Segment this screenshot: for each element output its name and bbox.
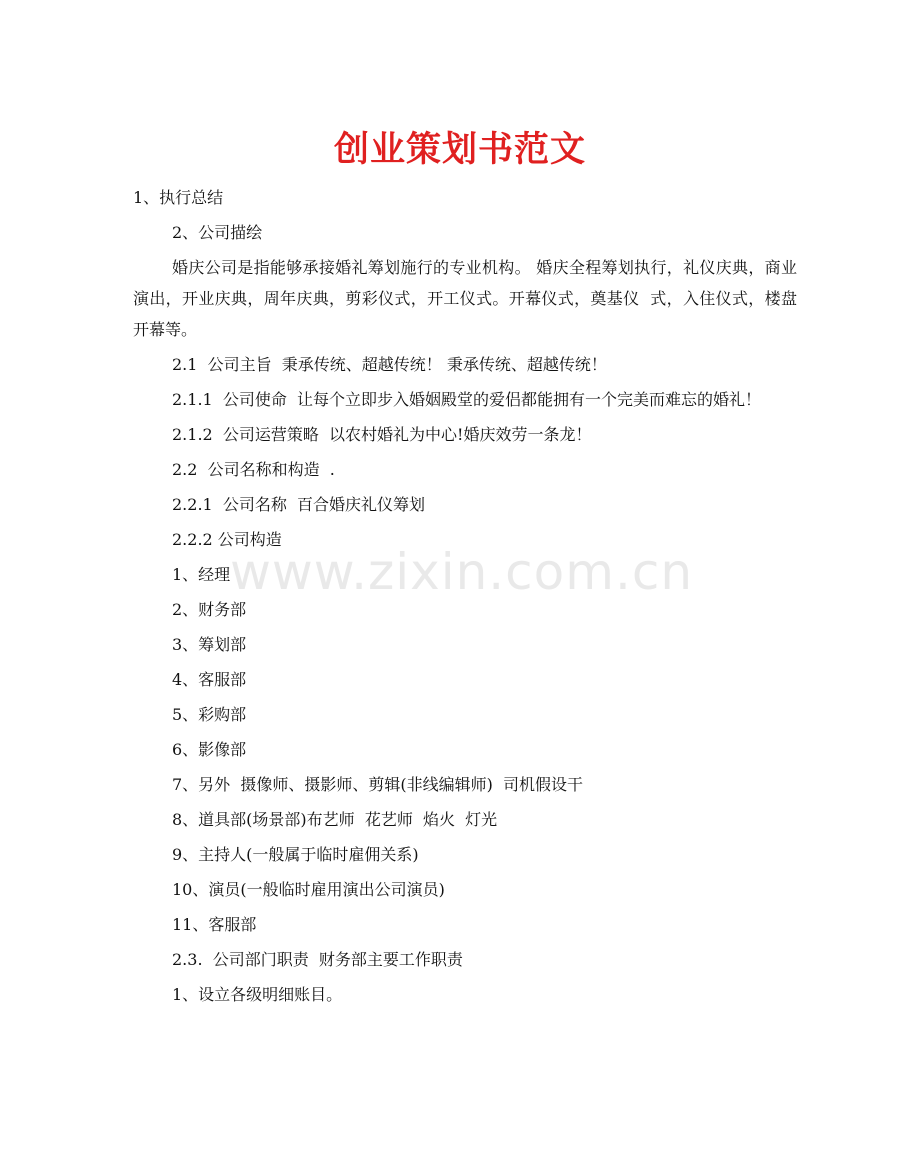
list-item: 5、彩购部 xyxy=(172,705,247,724)
section-heading: 1、执行总结 xyxy=(133,188,224,207)
list-item: 9、主持人(一般属于临时雇佣关系) xyxy=(172,845,419,864)
watermark: www.zixin.com.cn xyxy=(230,543,694,601)
document-title: 创业策划书范文 xyxy=(333,130,586,170)
section-heading: 2、公司描绘 xyxy=(172,223,263,242)
list-item: 11、客服部 xyxy=(172,915,257,934)
text-line: 2.2 公司名称和构造 . xyxy=(172,460,335,479)
text-line: 2.1.2 公司运营策略 以农村婚礼为中心!婚庆效劳一条龙！ xyxy=(172,425,592,444)
text-line: 2.2.2 公司构造 xyxy=(172,530,282,549)
document-body xyxy=(133,180,797,1012)
paragraph: 2.1.1 公司使命 让每个立即步入婚姻殿堂的爱侣都能拥有一个完美而难忘的婚礼！ xyxy=(172,390,762,409)
list-item: 4、客服部 xyxy=(172,670,247,689)
text-line: 2.3. 公司部门职责 财务部主要工作职责 xyxy=(172,950,463,969)
list-item: 7、另外 摄像师、摄影师、剪辑(非线编辑师) 司机假设干 xyxy=(172,775,584,794)
list-item: 2、财务部 xyxy=(172,600,247,619)
paragraph: 婚庆公司是指能够承接婚礼筹划施行的专业机构。 婚庆全程筹划执行，礼仪庆典，商业演出，开业庆典，周年庆典，剪彩仪式，开工仪式。开幕仪式，奠基仪 式，入住仪式，楼盘开幕等。 xyxy=(133,258,797,339)
text-line: 2.2.1 公司名称 百合婚庆礼仪筹划 xyxy=(172,495,426,514)
list-item: 1、设立各级明细账目。 xyxy=(172,985,343,1004)
text-line: 2.1 公司主旨 秉承传统、超越传统！ 秉承传统、超越传统！ xyxy=(172,355,607,374)
list-item: 1、经理 xyxy=(172,565,231,584)
list-item: 3、筹划部 xyxy=(172,635,247,654)
list-item: 10、演员(一般临时雇用演出公司演员) xyxy=(172,880,445,899)
list-item: 8、道具部(场景部)布艺师 花艺师 焰火 灯光 xyxy=(172,810,498,829)
list-item: 6、影像部 xyxy=(172,740,247,759)
